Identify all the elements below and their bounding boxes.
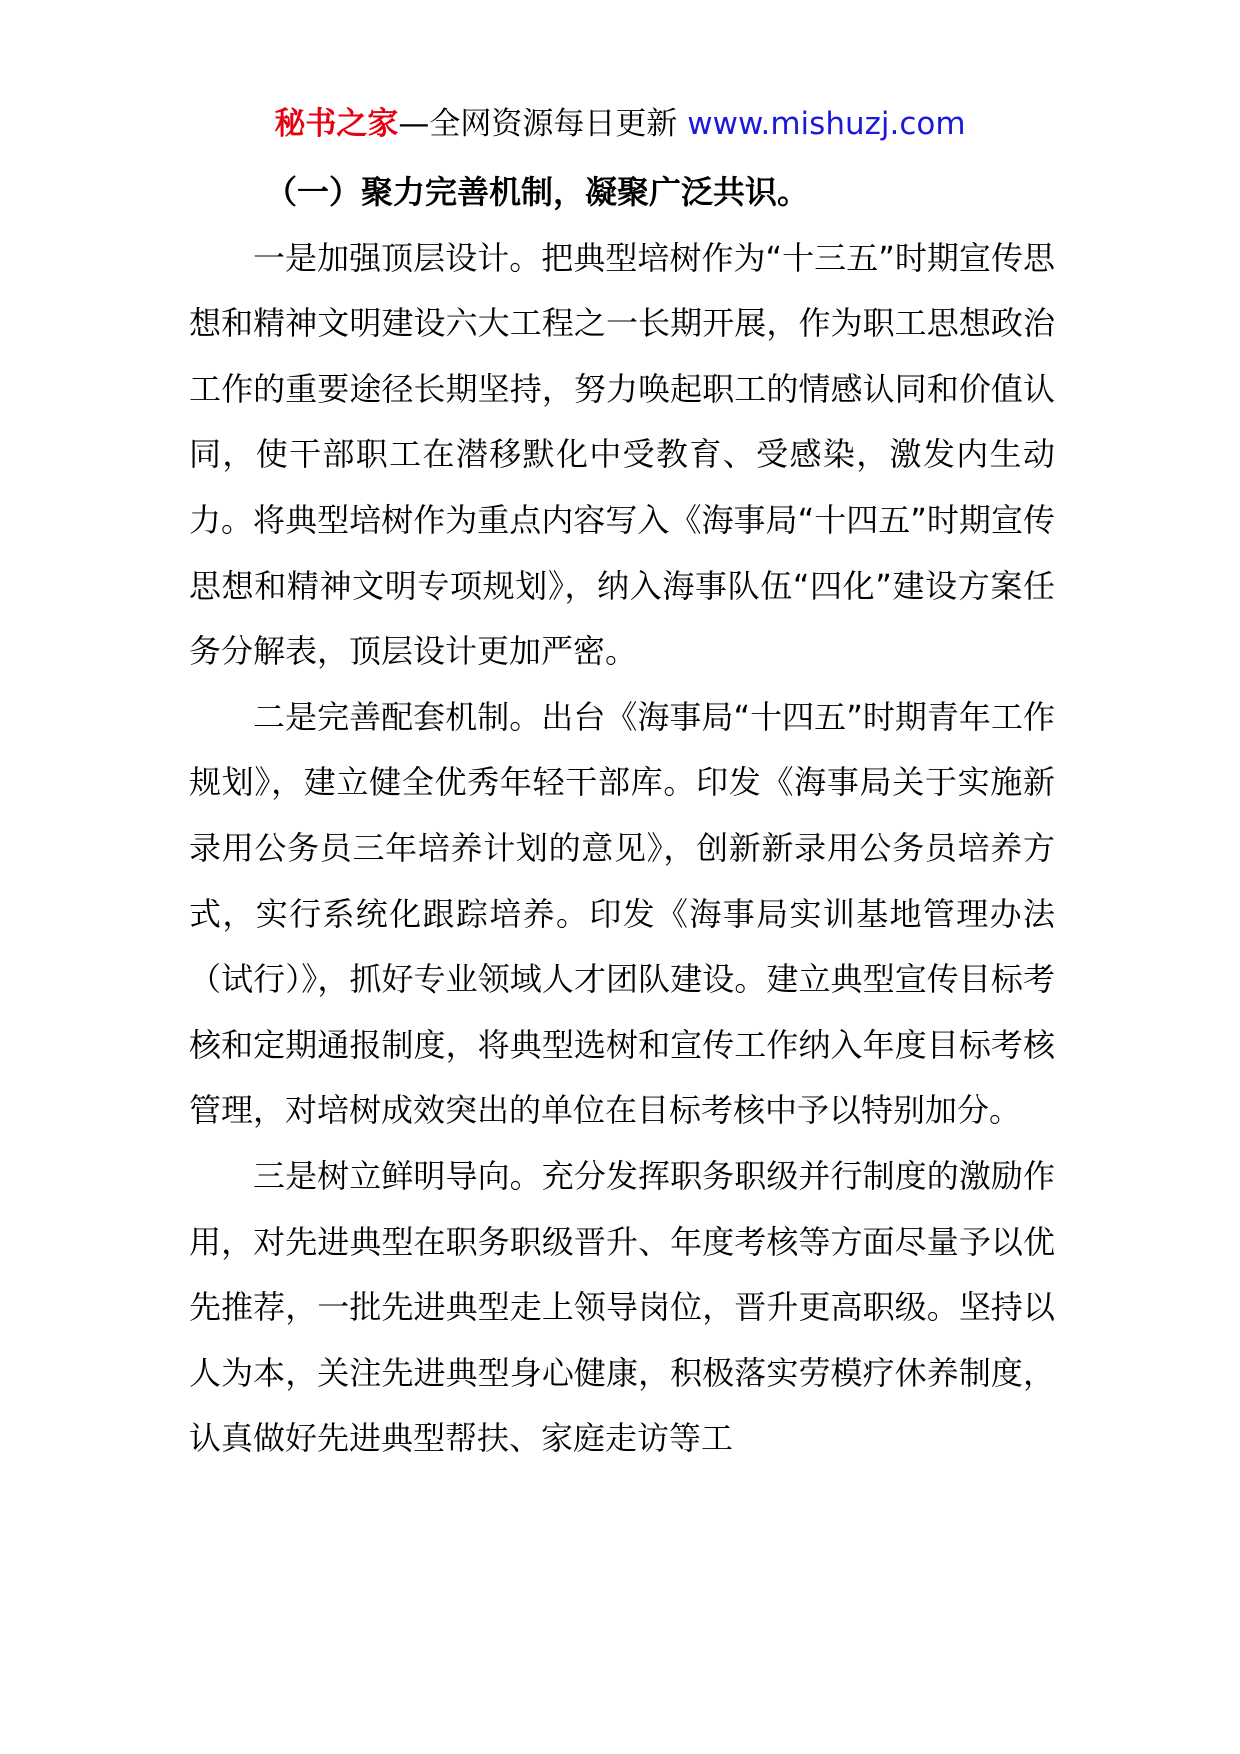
header-tagline: —全网资源每日更新 (398, 106, 688, 142)
paragraph-clear-orientation: 三是树立鲜明导向。充分发挥职务职级并行制度的激励作用，对先进典型在职务职级晋升、年度考核等方面尽量予以优先推荐，一批先进典型走上领导岗位，晋升更高职级。坚持以人为本，关注先进典型身心健康，积极落实劳模疗休养制度，认真做好先进典型帮扶、家庭走访等工 (189, 1156, 1055, 1458)
paragraph-supporting-mechanism: 二是完善配套机制。出台《海事局“十四五”时期青年工作规划》，建立健全优秀年轻干部库。印发《海事局关于实施新录用公务员三年培养计划的意见》，创新新录用公务员培养方式，实行系统化跟踪培养。印发《海事局实训基地管理办法（试行）》，抓好专业领域人才团队建设。建立典型宣传目标考核和定期通报制度，将典型选树和宣传工作纳入年度目标考核管理，对培树成效突出的单位在目标考核中予以特别加分。 (189, 697, 1055, 1130)
page-header (0, 98, 1240, 150)
website-link[interactable]: www.mishuzj.com (687, 106, 966, 142)
brand-name: 秘书之家 (274, 106, 399, 142)
document-body (189, 160, 1055, 1472)
paragraph-top-level-design: 一是加强顶层设计。把典型培树作为“十三五”时期宣传思想和精神文明建设六大工程之一长期开展，作为职工思想政治工作的重要途径长期坚持，努力唤起职工的情感认同和价值认同，使干部职工在潜移默化中受教育、受感染，激发内生动力。将典型培树作为重点内容写入《海事局“十四五”时期宣传思想和精神文明专项规划》，纳入海事队伍“四化”建设方案任务分解表，顶层设计更加严密。 (189, 238, 1055, 671)
section-heading: （一）聚力完善机制，凝聚广泛共识。 (265, 173, 810, 211)
